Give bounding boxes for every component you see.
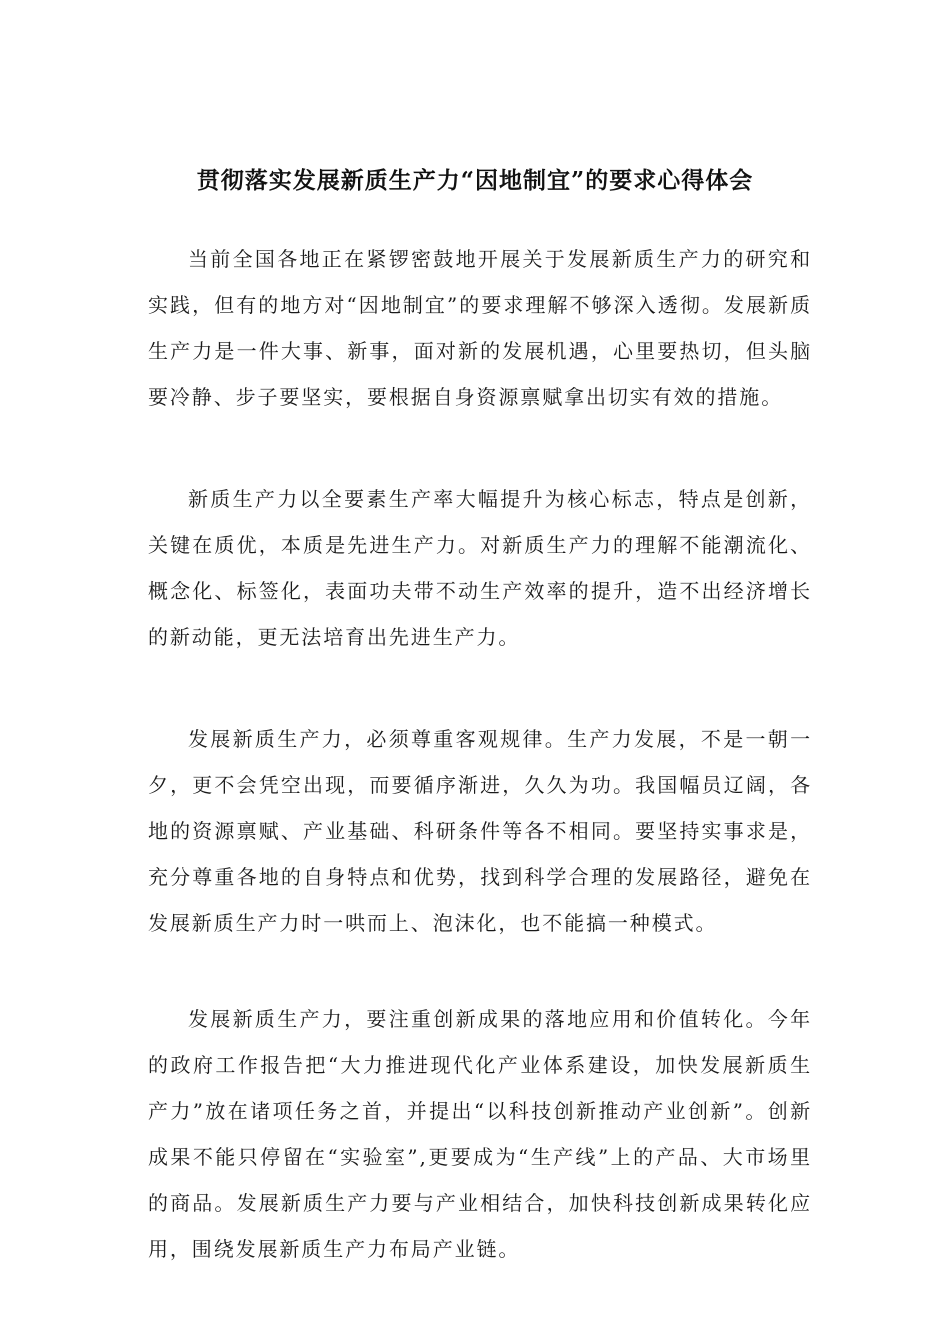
document-title: 贯彻落实发展新质生产力“因地制宜”的要求心得体会	[196, 167, 754, 195]
paragraph-4: 发展新质生产力，要注重创新成果的落地应用和价值转化。今年的政府工作报告把“大力推进现代化产业体系建设，加快发展新质生产力”放在诸项任务之首，并提出“以科技创新推动产业创新”。创新成果不能只停留在“实验室”,更要成为“生产线”上的产品、大市场里的商品。发展新质生产力要与产业相结合，加快科技创新成果转化应用，围绕发展新质生产力布局产业链。	[148, 1007, 812, 1261]
paragraph-2: 新质生产力以全要素生产率大幅提升为核心标志，特点是创新，关键在质优，本质是先进生产力。对新质生产力的理解不能潮流化、概念化、标签化，表面功夫带不动生产效率的提升，造不出经济增长的新动能，更无法培育出先进生产力。	[148, 487, 812, 649]
paragraph-1: 当前全国各地正在紧锣密鼓地开展关于发展新质生产力的研究和实践，但有的地方对“因地制宜”的要求理解不够深入透彻。发展新质生产力是一件大事、新事，面对新的发展机遇，心里要热切，但头脑要冷静、步子要坚实，要根据自身资源禀赋拿出切实有效的措施。	[148, 247, 812, 409]
paragraph-3: 发展新质生产力，必须尊重客观规律。生产力发展，不是一朝一夕，更不会凭空出现，而要循序渐进，久久为功。我国幅员辽阔，各地的资源禀赋、产业基础、科研条件等各不相同。要坚持实事求是，充分尊重各地的自身特点和优势，找到科学合理的发展路径，避免在发展新质生产力时一哄而上、泡沫化，也不能搞一种模式。	[148, 727, 812, 935]
